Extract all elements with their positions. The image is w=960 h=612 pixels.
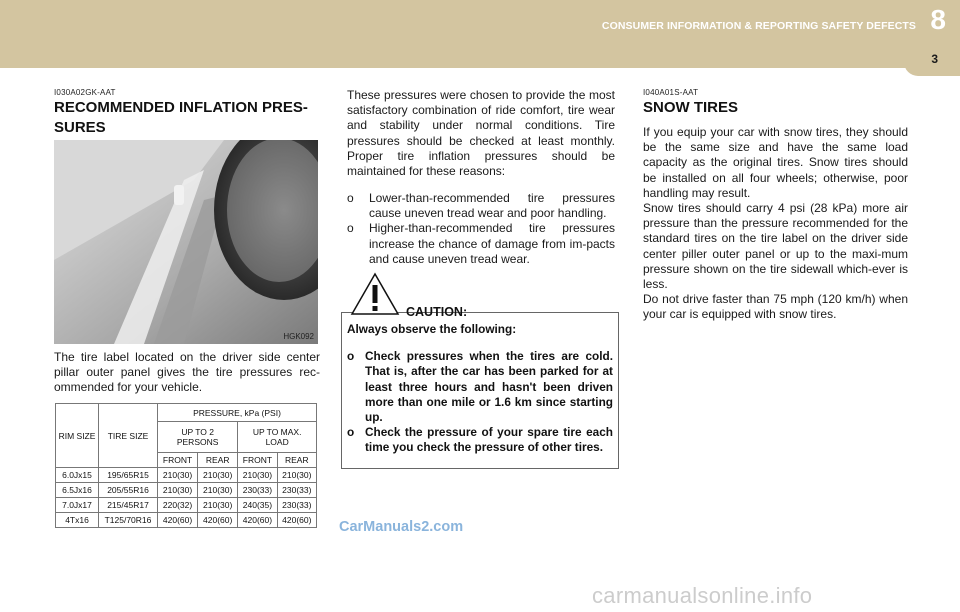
- reasons-list: [347, 191, 615, 267]
- cell-pressure: 230(33): [238, 483, 277, 498]
- cell-rim: 6.0Jx15: [56, 468, 99, 483]
- cell-pressure: 420(60): [277, 513, 316, 528]
- tire-label-intro: The tire label located on the driver side center pillar outer panel gives the tire pressures rec-ommended for your vehicle.: [54, 350, 320, 395]
- cell-pressure: 240(35): [238, 498, 277, 513]
- cell-rim: 4Tx16: [56, 513, 99, 528]
- bullet-mark: o: [347, 221, 354, 236]
- header-front-max: FRONT: [238, 453, 277, 468]
- bullet-mark: o: [347, 425, 355, 440]
- cell-pressure: 230(33): [277, 483, 316, 498]
- bullet-text: Lower-than-recommended tire pressures cause uneven tread wear and poor handling.: [369, 191, 615, 221]
- header-band: [0, 0, 960, 68]
- tire-pressure-table: [55, 403, 317, 528]
- cell-pressure: 210(30): [277, 468, 316, 483]
- table-row: [56, 468, 317, 483]
- image-label: HGK092: [283, 332, 314, 341]
- cell-pressure: 210(30): [198, 468, 238, 483]
- header-tire-size: TIRE SIZE: [99, 404, 158, 468]
- cell-rim: 7.0Jx17: [56, 498, 99, 513]
- header-up-to-2-persons: UP TO 2 PERSONS: [158, 422, 238, 453]
- cell-pressure: 210(30): [158, 468, 198, 483]
- snow-tires-text: [643, 125, 908, 323]
- cell-pressure: 210(30): [238, 468, 277, 483]
- bullet-text: Check the pressure of your spare tire each time you check the pressure of other tires.: [365, 425, 613, 455]
- watermark-text: carmanualsonline.info: [592, 583, 813, 608]
- header-front-2: FRONT: [158, 453, 198, 468]
- caution-body: [347, 322, 613, 456]
- list-item: [347, 221, 615, 267]
- cell-pressure: 420(60): [158, 513, 198, 528]
- cell-tire: T125/70R16: [99, 513, 158, 528]
- list-item: [347, 349, 613, 425]
- cell-pressure: 210(30): [158, 483, 198, 498]
- heading-inflation: RECOMMENDED INFLATION PRES-SURES: [54, 99, 308, 136]
- header-rim-size: RIM SIZE: [56, 404, 99, 468]
- snow-paragraph-2: Snow tires should carry 4 psi (28 kPa) more air pressure than the pressure recommended for the standard tires on the tire label on the driver side center piller outer panel or up to the maxi-mum pressure shown on the tire sidewall which-ever is less.: [643, 201, 908, 292]
- header-rear-max: REAR: [277, 453, 316, 468]
- table-row: [56, 498, 317, 513]
- cell-pressure: 210(30): [198, 498, 238, 513]
- page-number: 3: [931, 52, 938, 66]
- bullet-mark: o: [347, 191, 354, 205]
- section-code-inflation: I030A02GK-AAT: [54, 88, 116, 97]
- caution-intro: Always observe the following:: [347, 322, 517, 336]
- snow-paragraph-3: Do not drive faster than 75 mph (120 km/h) when your car is equipped with snow tires.: [643, 292, 908, 322]
- table-row: [56, 513, 317, 528]
- snow-paragraph-1: If you equip your car with snow tires, they should be the same size and have the same load capacity as the original tires. Snow tires should be installed on all four wheels; otherwise, poor handling may result.: [643, 125, 908, 200]
- list-item: [347, 191, 615, 221]
- cell-pressure: 420(60): [198, 513, 238, 528]
- car-side-illustration: [54, 140, 318, 344]
- heading-snow-tires: SNOW TIRES: [643, 99, 739, 116]
- cell-tire: 205/55R16: [99, 483, 158, 498]
- chapter-number: 8: [930, 4, 946, 35]
- bullet-mark: o: [347, 349, 355, 364]
- header-rear-2: REAR: [198, 453, 238, 468]
- pressure-rationale: These pressures were chosen to provide the most satisfactory combination of ride comfort, tire wear and stability under normal conditions. Tire pressures should be checked at least monthly. Proper tire inflation pressures should be maintained for these reasons:: [347, 88, 615, 179]
- cell-pressure: 230(33): [277, 498, 316, 513]
- table-row: [56, 483, 317, 498]
- watermark-link[interactable]: CarManuals2.com: [339, 519, 464, 535]
- header-pressure: PRESSURE, kPa (PSI): [158, 404, 317, 422]
- cell-tire: 195/65R15: [99, 468, 158, 483]
- cell-pressure: 420(60): [238, 513, 277, 528]
- list-item: [347, 425, 613, 455]
- cell-pressure: 210(30): [198, 483, 238, 498]
- header-up-to-max-load: UP TO MAX. LOAD: [238, 422, 317, 453]
- bullet-text: Check pressures when the tires are cold. That is, after the car has been parked for at least three hours and hasn't been driven more than one mile or 1.6 km since starting up.: [365, 349, 613, 425]
- cell-rim: 6.5Jx16: [56, 483, 99, 498]
- warning-triangle-icon: [350, 272, 400, 316]
- cell-tire: 215/45R17: [99, 498, 158, 513]
- section-title: CONSUMER INFORMATION & REPORTING SAFETY DEFECTS: [601, 20, 916, 32]
- tire-photo: [54, 140, 318, 344]
- bullet-text: Higher-than-recommended tire pressures increase the chance of damage from im-pacts and cause uneven tread wear.: [369, 221, 615, 266]
- cell-pressure: 220(32): [158, 498, 198, 513]
- section-code-snow: I040A01S-AAT: [643, 88, 699, 97]
- caution-title: CAUTION:: [406, 305, 468, 319]
